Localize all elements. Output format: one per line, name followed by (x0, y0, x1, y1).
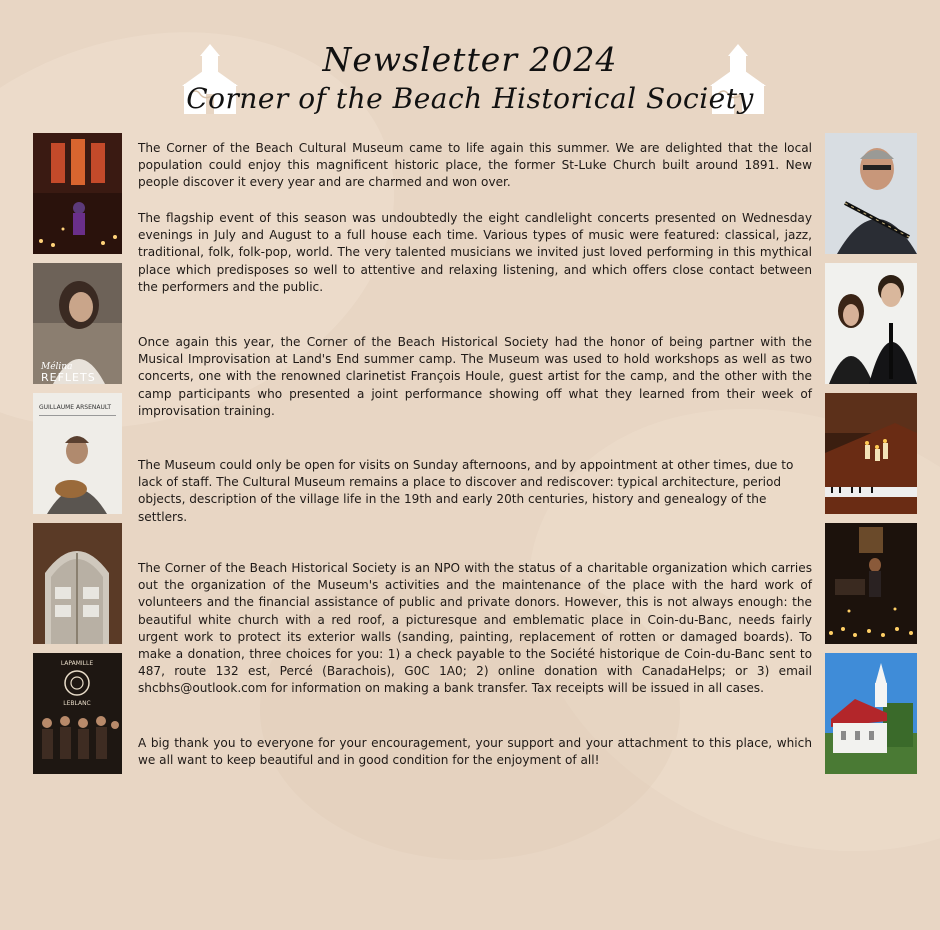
paragraph-donations: The Corner of the Beach Historical Society is an NPO with the status of a charitable organization which carries out the organization of the Museum's activities and the maintenance of the place with the hard work of volunteers and the financial assistance of public and private donors. However, this is not always enough: the beautiful white church with a red roof, a picturesque and emblematic place in Coin-du-Banc, needs fairly urgent work to protect its exterior walls (sanding, painting, replacement of rotten or damaged boards). To make a donation, three choices for you: 1) a check payable to the Société historique de Coin-du-Banc sent to 487, route 132 est, Percé (Barachois), G0C 1A0; 2) online donation with CanadaHelps; or 3) email shcbhs@outlook.com for information on making a bank transfer. Tax receipts will be issued in all cases. (138, 561, 812, 696)
paragraph-intro: The Corner of the Beach Cultural Museum came to life again this summer. We are delighted that the local population could enjoy this magnificent historic place, the former St-Luke Church built around 1891. New people discover it every year and are charmed and won over. (138, 141, 812, 190)
album-artist-text: Mélina (41, 362, 73, 372)
paragraph-candlelight-concerts: The flagship event of this season was undoubtedly the eight candlelight concerts presented on Wednesday evenings in July and August to a full house each time. Various types of music were featured: classical, jazz, traditional, folk, folk-pop, world. The very talented musicians we invited just loved performing in this mythical place which predisposes so well to attentive and relaxing listening, and which offers close contact between the performers and the public. (138, 211, 812, 294)
newsletter-title: Newsletter 2024 (322, 40, 618, 79)
photo-church-interior-concert (33, 133, 122, 254)
photo-guillaume-arsenault-poster (33, 393, 122, 514)
photo-piano-candles (825, 393, 917, 514)
newsletter-subtitle: Corner of the Beach Historical Society (186, 82, 754, 115)
band-name-top-text: LAPAMILLE (60, 660, 94, 667)
paragraph-summer-camp: Once again this year, the Corner of the Beach Historical Society had the honor of being partner with the Musical Improvisation at Land's End summer camp. The Museum was used to hold workshops as well as two concerts, one with the renowned clarinetist François Houle, guest artist for the camp, and the other with the camp participants who presented a joint performance showing off what they learned from their week of improvisation training. (138, 335, 812, 418)
photo-candlelight-concert (825, 523, 917, 644)
photo-church-doors (33, 523, 122, 644)
album-title-text: REFLETS (41, 371, 96, 384)
photo-clarinetist (825, 133, 917, 254)
paragraph-thank-you: A big thank you to everyone for your encouragement, your support and your attachment to this place, which we all want to keep beautiful and in good condition for the enjoyment of all! (138, 736, 812, 768)
photo-reflets-album (33, 263, 122, 384)
photo-white-church-red-roof (825, 653, 917, 774)
band-name-bottom-text: LEBLANC (63, 700, 91, 707)
photo-lapamille-leblanc-band (33, 653, 122, 774)
photo-duo-musicians (825, 263, 917, 384)
poster-name-text: GUILLAUME ARSENAULT (39, 404, 112, 411)
paragraph-museum-visits: The Museum could only be open for visits on Sunday afternoons, and by appointment at other times, due to lack of staff. The Cultural Museum remains a place to discover and rediscover: typical architecture, period objects, description of the village life in the 19th and early 20th centuries, history and genealogy of the settlers. (138, 458, 794, 524)
